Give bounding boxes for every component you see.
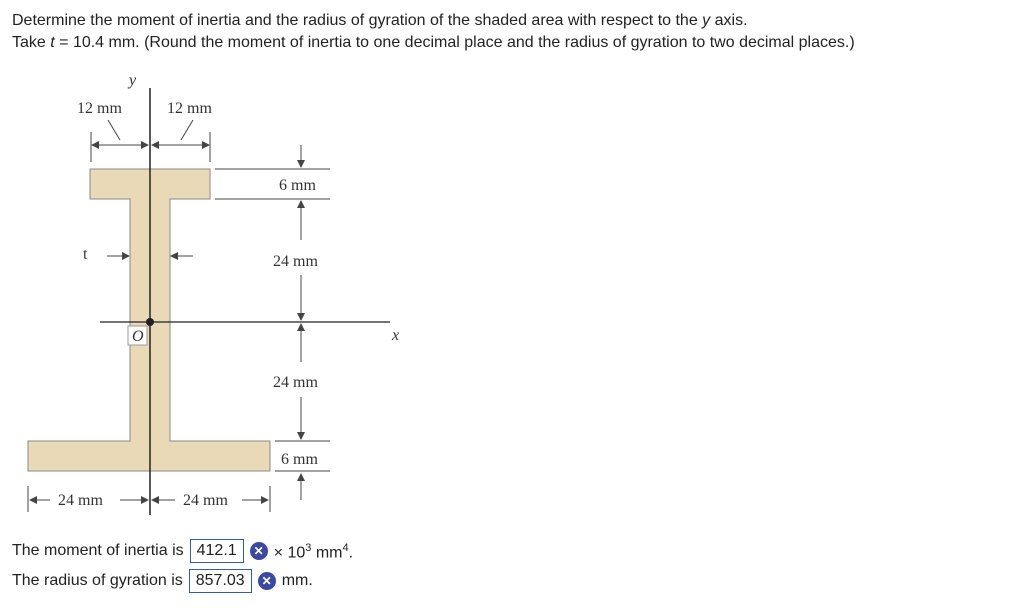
x-circle-icon: ✕ (258, 572, 276, 590)
gyration-unit: mm. (281, 572, 313, 589)
dim-top-left-leader (108, 120, 120, 140)
dim-bottom-left: 24 mm (58, 492, 103, 509)
question-line-1-text: Determine the moment of inertia and the radius of gyration of the shaded area with respect to the (12, 12, 703, 29)
moment-unit-times: × 10 (273, 544, 306, 562)
dim-24mm-upper: 24 mm (273, 253, 318, 270)
x-axis-label: x (392, 327, 400, 344)
y-axis-label: y (129, 72, 137, 89)
dim-top-right: 12 mm (167, 100, 212, 117)
question-var-y: y (702, 12, 711, 29)
gyration-label: The radius of gyration is (12, 572, 183, 589)
moment-label: The moment of inertia is (12, 542, 184, 559)
moment-row (12, 536, 353, 566)
origin-point (146, 318, 154, 326)
gyration-input[interactable]: 857.03 (189, 569, 252, 593)
moment-unit (274, 533, 353, 568)
moment-unit-end: . (348, 544, 354, 562)
moment-unit-exp: 3 (305, 542, 312, 555)
t-label: t (83, 246, 88, 263)
dim-24mm-lower: 24 mm (273, 374, 318, 391)
question-var-t: t (50, 34, 55, 51)
dim-bottom-right: 24 mm (183, 492, 228, 509)
moment-input[interactable]: 412.1 (190, 539, 244, 563)
dim-top-left: 12 mm (77, 100, 122, 117)
answers-section (12, 536, 353, 596)
dim-top-right-leader (181, 120, 193, 140)
moment-unit-exp2: 4 (342, 542, 349, 555)
question-line-1-suffix: axis. (710, 12, 748, 29)
x-circle-icon: ✕ (250, 542, 268, 560)
question-line-2-prefix: Take (12, 34, 51, 51)
origin-label: O (132, 328, 144, 345)
moment-unit-mm: mm (311, 544, 343, 562)
dim-6mm-bottom: 6 mm (281, 451, 318, 468)
dim-6mm-top: 6 mm (279, 177, 316, 194)
question-line-2-rest: = 10.4 mm. (Round the moment of inertia to one decimal place and the radius of gyration to two decimal places.) (54, 34, 855, 51)
gyration-row (12, 566, 353, 596)
